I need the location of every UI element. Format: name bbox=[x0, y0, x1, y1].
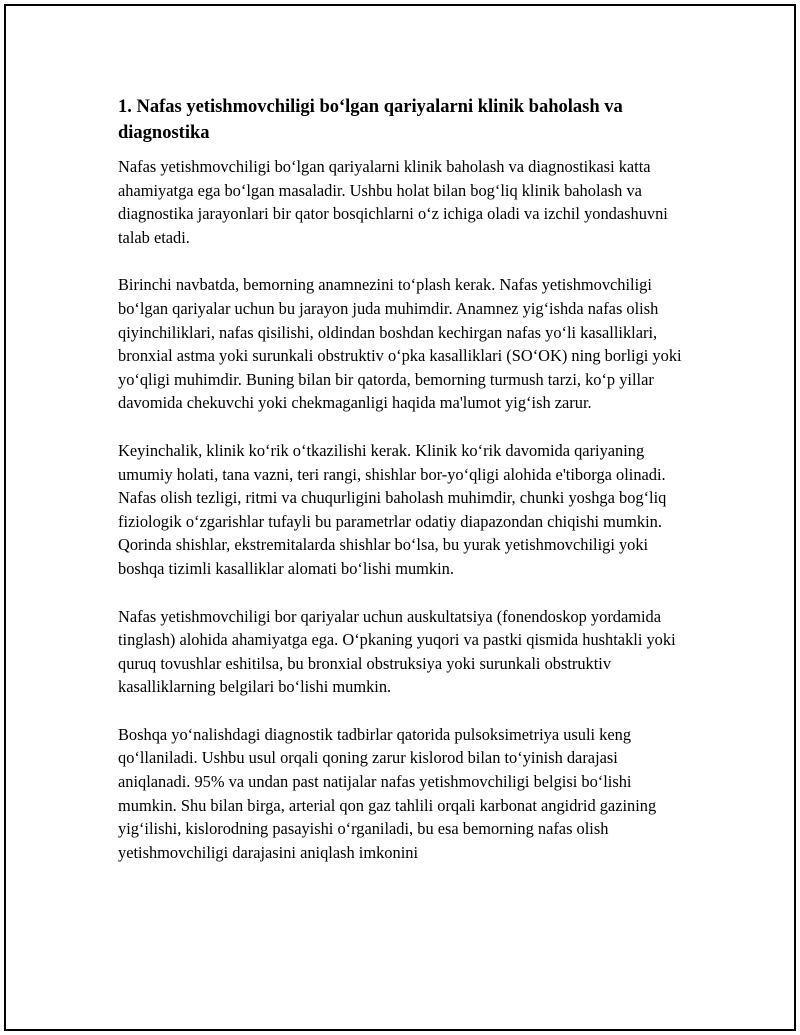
document-body bbox=[118, 94, 690, 888]
paragraph-pulse-oximetry: Boshqa yo‘nalishdagi diagnostik tadbirlar qatorida pulsoksimetriya usuli keng qo‘llaniladi. Ushbu usul orqali qoning zarur kislorod bilan to‘yinish darajasi aniqlanadi. 95% va undan past natijalar nafas yetishmovchiligi belgisi bo‘lishi mumkin. Shu bilan birga, arterial qon gaz tahlili orqali karbonat angidrid gazining yig‘ilishi, kislorodning pasayishi o‘rganiladi, bu esa bemorning nafas olish yetishmovchiligi darajasini aniqlash imkonini bbox=[118, 724, 657, 862]
paragraph-auscultation: Nafas yetishmovchiligi bor qariyalar uchun auskultatsiya (fonendoskop yordamida tinglash) alohida ahamiyatga ega. O‘pkaning yuqori va pastki qismida hushtakli yoki quruq tovushlar eshitilsa, bu bronxial obstruksiya yoki surunkali obstruktiv kasalliklarning belgilari bo‘lishi mumkin. bbox=[118, 606, 676, 697]
paragraph-intro: Nafas yetishmovchiligi bo‘lgan qariyalarni klinik baholash va diagnostikasi katta ahamiyatga ega bo‘lgan masaladir. Ushbu holat bilan bog‘liq klinik baholash va diagnostika jarayonlari bir qator bosqichlarni o‘z ichiga oladi va izchil yondashuvni talab etadi. bbox=[118, 157, 668, 247]
section-heading: 1. Nafas yetishmovchiligi bo‘lgan qariyalarni klinik baholash va diagnostika bbox=[118, 97, 623, 143]
paragraph-clinical-exam: Keyinchalik, klinik ko‘rik o‘tkazilishi kerak. Klinik ko‘rik davomida qariyaning umumiy holati, tana vazni, teri rangi, shishlar bor-yo‘qligi alohida e'tiborga olinadi. Nafas olish tezligi, ritmi va chuqurligini baholash muhimdir, chunki yoshga bog‘liq fiziologik o‘zgarishlar tufayli bu parametrlar odatiy diapazondan chiqishi mumkin. Qorinda shishlar, ekstremitalarda shishlar bo‘lsa, bu yurak yetishmovchiligi yoki boshqa tizimli kasalliklar alomati bo‘lishi mumkin. bbox=[118, 440, 667, 578]
paragraph-anamnesis: Birinchi navbatda, bemorning anamnezini to‘plash kerak. Nafas yetishmovchiligi bo‘lgan qariyalar uchun bu jarayon juda muhimdir. Anamnez yig‘ishda nafas olish qiyinchiliklari, nafas qisilishi, oldindan boshdan kechirgan nafas yo‘li kasalliklari, bronxial astma yoki surunkali obstruktiv o‘pka kasalliklari (SO‘OK) ning borligi yoki yo‘qligi muhimdir. Buning bilan bir qatorda, bemorning turmush tarzi, ko‘p yillar davomida chekuvchi yoki chekmaganligi haqida ma'lumot yig‘ish zarur. bbox=[118, 275, 682, 413]
